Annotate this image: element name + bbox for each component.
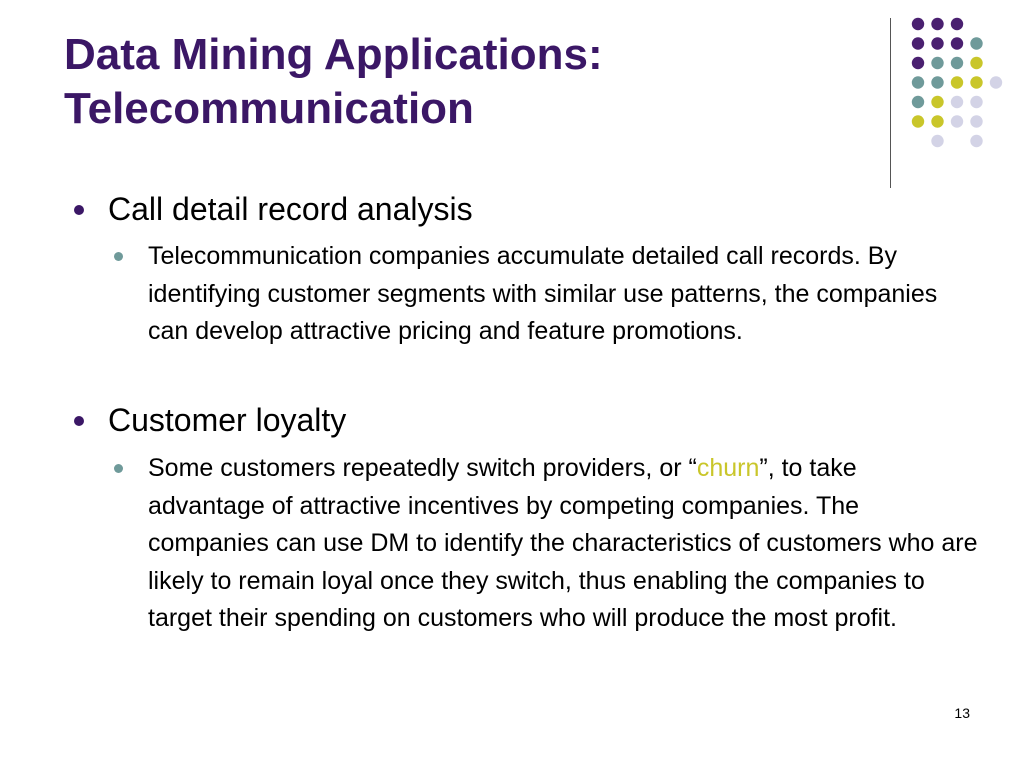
sub-bullet-loyalty-text-after: ”, to take advantage of attractive incentives by competing companies. The companies can use DM to identify the characteristics of customers who are likely to remain loyal once they switch, thus enabling the companies to target their spending on customers who will produce the most profit. (148, 454, 978, 632)
bullet-customer-loyalty-text: Customer loyalty (108, 402, 347, 438)
sub-bullet-call-detail-text: Telecommunication companies accumulate detailed call records. By identifying customer segments with similar use patterns, the companies can develop attractive pricing and feature promotions. (148, 242, 938, 345)
bullet-customer-loyalty (108, 401, 988, 439)
sub-bullet-call-detail (148, 238, 978, 351)
churn-highlight: churn (696, 454, 760, 482)
sub-bullet-loyalty-text-before: Some customers repeatedly switch providers, or “ (148, 454, 697, 482)
bullet-call-detail-text: Call detail record analysis (108, 191, 473, 227)
sub-bullet-customer-loyalty (148, 450, 978, 638)
slide-title-line-1: Data Mining Applications: (64, 30, 603, 79)
slide-title-line-2: Telecommunication (64, 84, 474, 133)
bullet-call-detail (108, 190, 988, 228)
slide-number: 13 (954, 705, 970, 721)
